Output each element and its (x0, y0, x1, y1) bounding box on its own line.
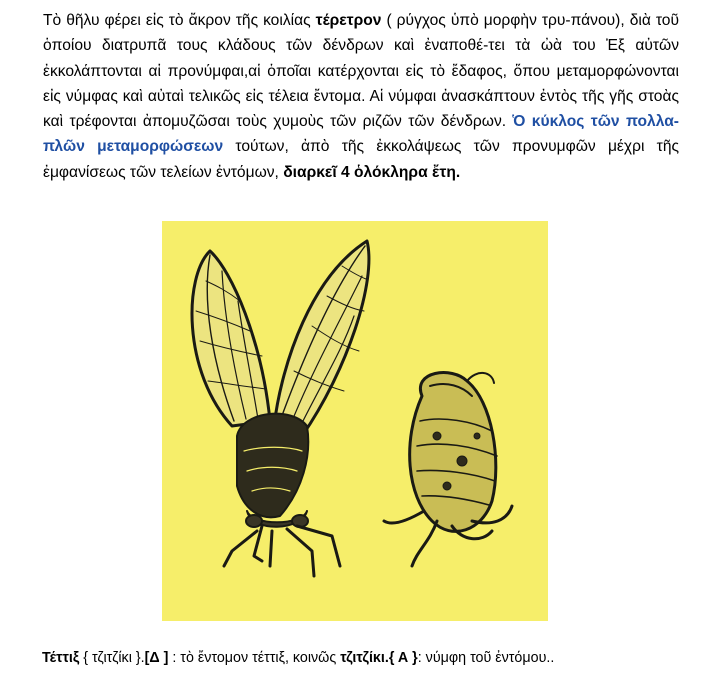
cicada-adult-and-nymph-icon (162, 221, 548, 621)
caption-tag-adult: [Δ ] (144, 650, 169, 666)
caption-text-2: : τὸ ἔντομον τέττιξ, κοινῶς (168, 650, 341, 666)
caption-tag-nymph: { Α } (388, 650, 418, 666)
adult-body (224, 414, 340, 576)
cicada-illustration (162, 221, 548, 621)
caption-common-name: τζιτζίκι. (340, 650, 389, 666)
adult-left-wing (192, 251, 270, 426)
paragraph-text-3: τούτων, ἀπὸ τῆς ἐκκολάψεως τῶν προνυμφῶν μέχρι τῆς ἐμφανίσεως τῶν τελείων ἐντόμων, (43, 138, 680, 181)
caption-term: Τέττιξ (42, 650, 80, 666)
caption-text-3: : νύμφη τοῦ ἐντόμου.. (417, 650, 555, 666)
nymph-body (384, 373, 512, 566)
duration-statement: διαρκεῖ 4 ὁλόκληρα ἔτη. (283, 163, 461, 181)
paragraph-text-2: ( ρύγχος ὑπὸ μορφὴν τρυ-πάνου), διὰ τοῦ ὁποίου διατρυπᾶ τους κλάδους τῶν δένδρων καὶ ἐναποθέ-τει τὰ ὠὰ του Ἐξ αὐτῶν ἐκκολάπτονται αἱ προνύμφαι,αἱ ὁποῖαι κατέρχονται εἰς τὸ ἔδαφος, ὅπου μεταμορφώνονται εἰς νύμφας καὶ αὐταὶ τελικῶς εἰς τέλεια ἔντομα. Αἱ νύμφαι ἀνασκάπτουν ἐντὸς τῆς γῆς στοὰς καὶ τρέφονται ἀπομυζῶσαι τοὺς χυμοὺς τῶν ριζῶν τῶν δένδρων. (43, 12, 679, 131)
highlight-metamorphosis: Ὁ κύκλος τῶν πολλα-πλῶν μεταμορφώσεων (43, 113, 679, 156)
paragraph-text-1: Τὸ θῆλυ φέρει εἰς τὸ ἄκρον τῆς κοιλίας (43, 12, 316, 29)
term-teretron: τέρετρον (315, 12, 382, 29)
adult-right-wing (274, 241, 369, 436)
caption-text-1: { τζιτζίκι }. (79, 650, 145, 666)
body-paragraph (43, 8, 679, 185)
figure-caption (42, 648, 702, 668)
